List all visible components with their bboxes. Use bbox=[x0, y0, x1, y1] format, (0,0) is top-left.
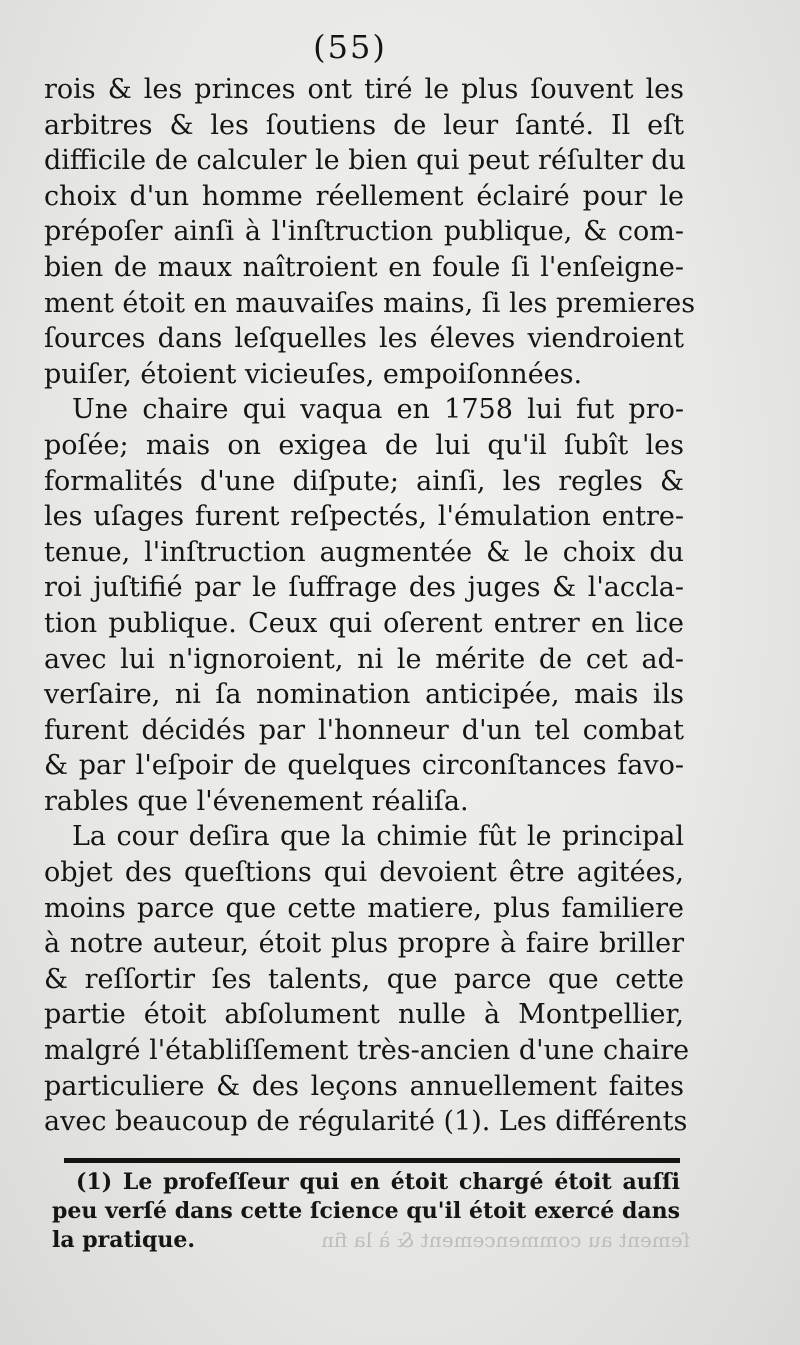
text-line: difficile de calculer le bien qui peut réſulter du bbox=[44, 145, 686, 177]
text-line: malgré l'établiſſement très-ancien d'une chaire bbox=[44, 1035, 690, 1067]
footnote-line: peu verſé dans cette ſcience qu'il étoit exercé dans bbox=[52, 1198, 680, 1224]
text-line: avec lui n'ignoroient, ni le mérite de cet ad- bbox=[44, 643, 684, 675]
text-line: à notre auteur, étoit plus propre à faire briller bbox=[44, 928, 684, 960]
text-line: rois & les princes ont tiré le plus ſouvent les bbox=[44, 74, 684, 105]
text-line: tenue, l'inſtruction augmentée & le choix du bbox=[44, 536, 684, 568]
body-text bbox=[44, 72, 696, 1140]
text-line: arbitres & les ſoutiens de leur ſanté. Il eſt bbox=[44, 109, 684, 141]
footnote-divider bbox=[64, 1158, 680, 1163]
text-line: choix d'un homme réellement éclairé pour le bbox=[44, 180, 684, 212]
text-line: avec beaucoup de régularité (1). Les différents bbox=[44, 1106, 688, 1138]
text-line: & par l'eſpoir de quelques circonſtances favo- bbox=[44, 750, 684, 782]
text-line: objet des queſtions qui devoient être agitées, bbox=[44, 857, 684, 889]
page-number: (55) bbox=[313, 28, 387, 66]
text-line: verſaire, ni ſa nomination anticipée, mais ils bbox=[44, 679, 684, 711]
text-line: particuliere & des leçons annuellement faites bbox=[44, 1070, 684, 1102]
footnote-line: (1) Le profeſſeur qui en étoit chargé étoit auſſi bbox=[76, 1169, 680, 1195]
text-line: moins parce que cette matiere, plus familiere bbox=[44, 892, 684, 924]
footnote-line: la pratique. bbox=[52, 1227, 196, 1253]
paragraph-first-line: La cour deſira que la chimie fût le principal bbox=[72, 821, 684, 853]
text-line: prépoſer ainſi à l'inſtruction publique, & com- bbox=[44, 216, 684, 248]
text-line: rables que l'évenement réaliſa. bbox=[44, 785, 469, 817]
paragraph-first-line: Une chaire qui vaqua en 1758 lui fut pro- bbox=[72, 394, 684, 426]
text-line: tion publique. Ceux qui oſerent entrer en lice bbox=[44, 607, 684, 639]
text-line: puiſer, étoient vicieuſes, empoiſonnées. bbox=[44, 358, 583, 390]
text-line: ment étoit en mauvaiſes mains, ſi les premieres bbox=[44, 287, 696, 319]
text-line: roi juſtifié par le ſuffrage des juges & l'accla- bbox=[44, 572, 684, 604]
text-line: poſée; mais on exigea de lui qu'il ſubît les bbox=[44, 429, 684, 461]
text-line: furent décidés par l'honneur d'un tel combat bbox=[44, 714, 684, 746]
text-line: & reſſortir ſes talents, que parce que cette bbox=[44, 963, 684, 995]
text-line: partie étoit abſolument nulle à Montpellier, bbox=[44, 999, 684, 1031]
text-line: ſources dans leſquelles les éleves viendroient bbox=[44, 323, 684, 355]
bleed-through-text: ſement au commencement & à la fin bbox=[321, 1228, 690, 1252]
text-line: les uſages furent reſpectés, l'émulation entre- bbox=[44, 501, 684, 533]
text-line: formalités d'une diſpute; ainſi, les regles & bbox=[44, 465, 684, 497]
text-line: bien de maux naîtroient en foule ſi l'enſeigne- bbox=[44, 251, 684, 283]
